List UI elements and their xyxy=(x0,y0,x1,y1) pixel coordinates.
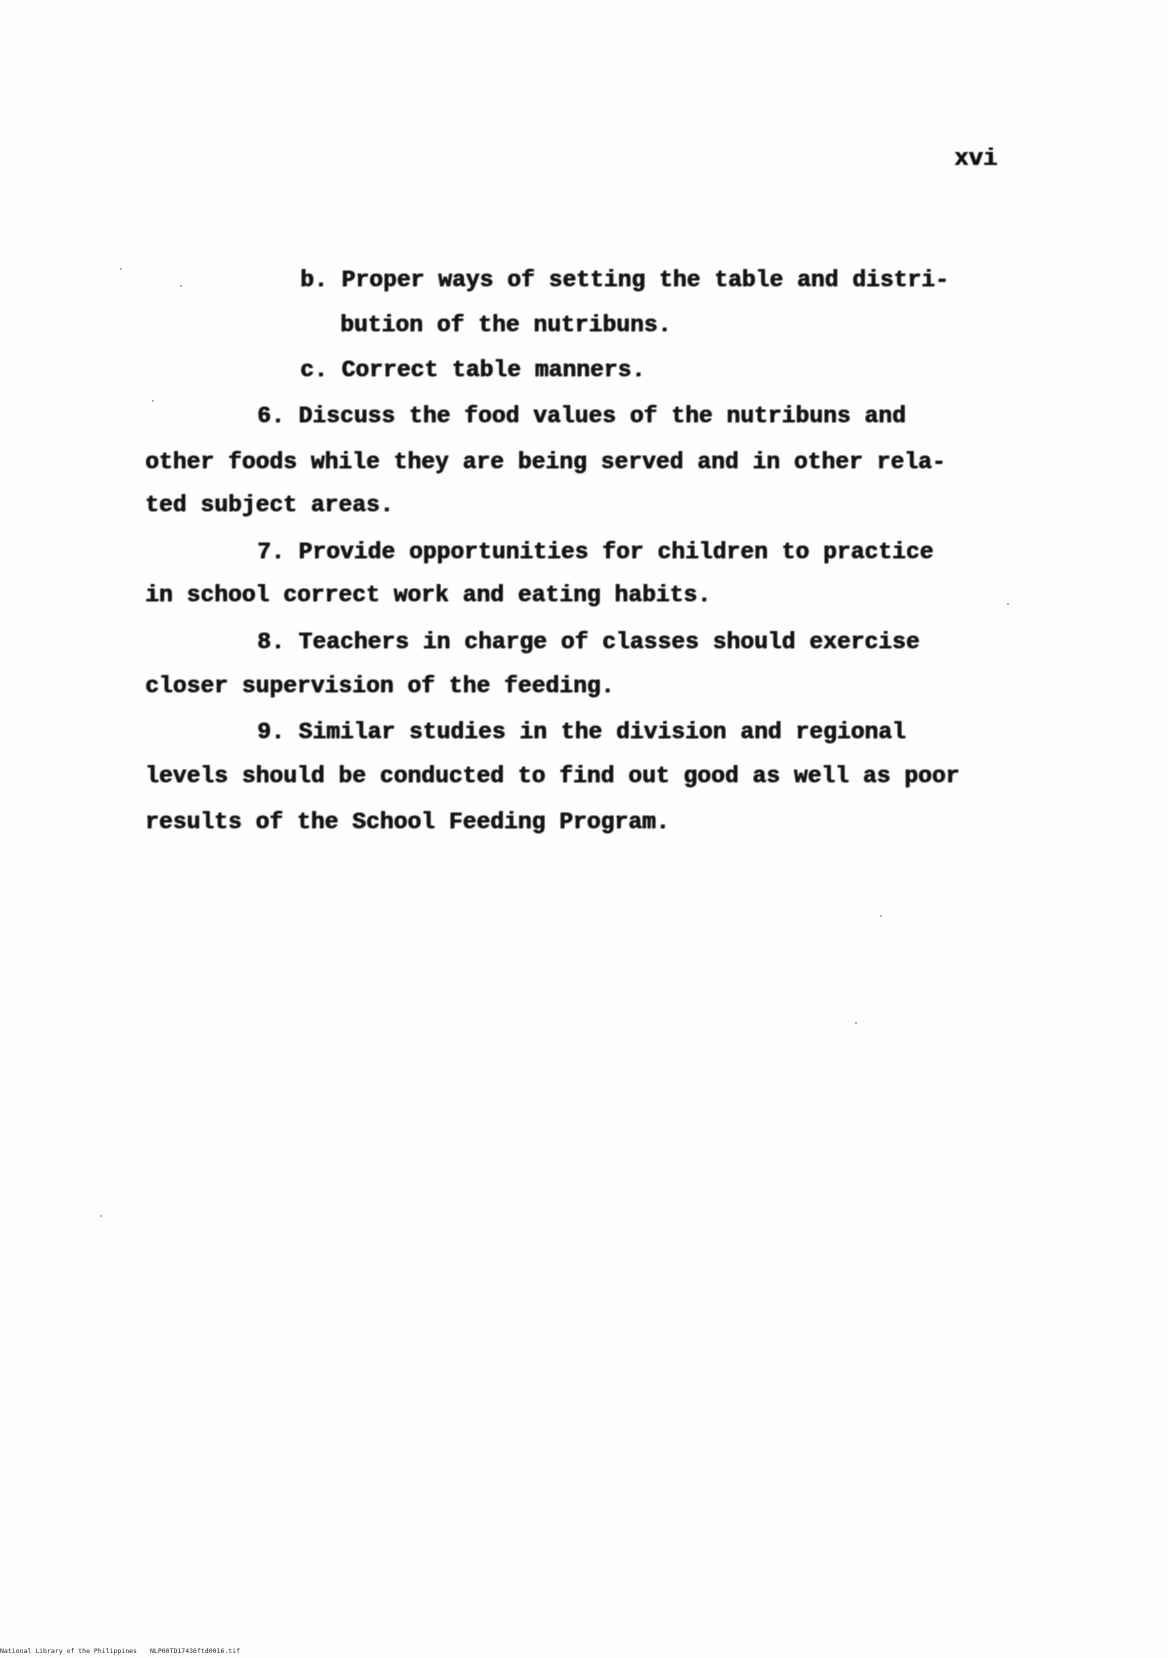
item-9-line-2: levels should be conducted to find out good as well as poor xyxy=(145,763,960,789)
item-c-line-1: c. Correct table manners. xyxy=(300,357,646,383)
scan-speck xyxy=(180,285,182,287)
item-8-line-2: closer supervision of the feeding. xyxy=(145,673,615,699)
item-9-line-3: results of the School Feeding Program. xyxy=(145,809,670,835)
item-6-line-3: ted subject areas. xyxy=(145,492,394,518)
item-8-line-1: 8. Teachers in charge of classes should exercise xyxy=(257,629,920,655)
footer-filename: NLP00TD17436ftd0016.tif xyxy=(150,1647,241,1655)
item-7-line-2: in school correct work and eating habits. xyxy=(145,582,711,608)
scan-speck xyxy=(100,1215,102,1217)
item-6-line-1: 6. Discuss the food values of the nutribuns and xyxy=(257,403,906,429)
scan-speck xyxy=(880,915,882,917)
page-number: xvi xyxy=(954,146,998,173)
item-b-line-1: b. Proper ways of setting the table and distri- xyxy=(300,267,949,293)
scan-speck xyxy=(1007,603,1009,605)
item-7-line-1: 7. Provide opportunities for children to practice xyxy=(257,539,934,565)
footer-library: National Library of the Philippines xyxy=(0,1647,137,1655)
item-9-line-1: 9. Similar studies in the division and regional xyxy=(257,719,906,745)
item-6-line-2: other foods while they are being served and in other rela- xyxy=(145,449,946,475)
scan-speck xyxy=(120,268,122,270)
item-b-line-2: bution of the nutribuns. xyxy=(340,312,672,338)
scan-speck xyxy=(152,400,154,402)
scan-speck xyxy=(855,1022,857,1024)
